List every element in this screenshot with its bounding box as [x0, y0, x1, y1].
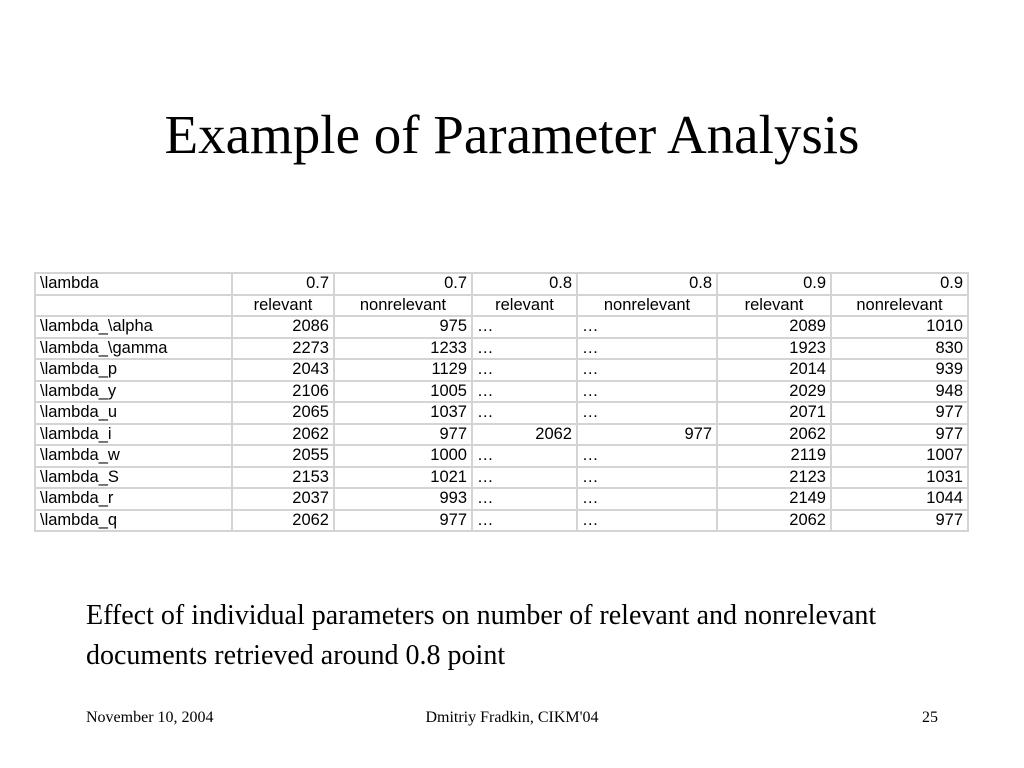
table-cell: 0.8	[577, 273, 717, 295]
table-cell: relevant	[472, 295, 577, 317]
table-cell: 1129	[334, 359, 472, 381]
table-cell: 2062	[717, 424, 831, 446]
table-row-label: \lambda_q	[35, 510, 232, 532]
parameter-table	[34, 272, 969, 532]
table-cell: …	[472, 510, 577, 532]
table-cell: 1923	[717, 338, 831, 360]
table-cell: 2055	[232, 445, 334, 467]
table-cell: …	[577, 467, 717, 489]
footer-page-number: 25	[922, 709, 938, 726]
table-row	[35, 338, 968, 360]
table-cell: relevant	[232, 295, 334, 317]
table-cell: …	[577, 402, 717, 424]
table-cell: 2062	[232, 510, 334, 532]
table-cell: …	[472, 338, 577, 360]
table-cell: 975	[334, 316, 472, 338]
table-cell: 2062	[232, 424, 334, 446]
table-cell: 0.9	[717, 273, 831, 295]
table-cell: …	[577, 316, 717, 338]
table-cell: 1005	[334, 381, 472, 403]
table-row-label: \lambda_\alpha	[35, 316, 232, 338]
table-cell: 977	[831, 402, 968, 424]
table-subheader-row	[35, 295, 968, 317]
table-cell: …	[577, 510, 717, 532]
table-row	[35, 359, 968, 381]
table-cell: 977	[831, 510, 968, 532]
table-cell: 2062	[472, 424, 577, 446]
table-cell: 939	[831, 359, 968, 381]
table-cell: 2089	[717, 316, 831, 338]
table-cell: 993	[334, 488, 472, 510]
table-header-row	[35, 273, 968, 295]
table-row	[35, 467, 968, 489]
table-cell: …	[472, 381, 577, 403]
table-cell: nonrelevant	[577, 295, 717, 317]
table-cell: …	[472, 316, 577, 338]
table-cell: 2123	[717, 467, 831, 489]
table-cell: 977	[577, 424, 717, 446]
footer-date: November 10, 2004	[86, 709, 214, 726]
table-row-label: \lambda_w	[35, 445, 232, 467]
table-cell: 2062	[717, 510, 831, 532]
table-row	[35, 424, 968, 446]
table-row	[35, 488, 968, 510]
table-cell: 1031	[831, 467, 968, 489]
table-cell: 1044	[831, 488, 968, 510]
table-cell: …	[577, 338, 717, 360]
table-cell: relevant	[717, 295, 831, 317]
slide-caption: Effect of individual parameters on number of relevant and nonrelevant documents retrieved around 0.8 point	[86, 600, 877, 671]
table-row-label: \lambda	[35, 273, 232, 295]
table-cell: 2149	[717, 488, 831, 510]
footer-author: Dmitriy Fradkin, CIKM'04	[425, 709, 599, 726]
table-cell: 2037	[232, 488, 334, 510]
table-cell: 2065	[232, 402, 334, 424]
table-cell: 977	[334, 510, 472, 532]
table-cell: 2029	[717, 381, 831, 403]
table-cell: 1233	[334, 338, 472, 360]
table-cell: 2014	[717, 359, 831, 381]
table-row	[35, 445, 968, 467]
table-cell: …	[472, 467, 577, 489]
table-row-label	[35, 295, 232, 317]
table-row	[35, 510, 968, 532]
table-cell: …	[472, 359, 577, 381]
table-cell: 830	[831, 338, 968, 360]
table-cell: 2153	[232, 467, 334, 489]
table-cell: 1010	[831, 316, 968, 338]
table-cell: …	[472, 445, 577, 467]
table-cell: …	[472, 402, 577, 424]
slide-title: Example of Parameter Analysis	[164, 104, 860, 165]
table-cell: …	[472, 488, 577, 510]
table-row-label: \lambda_p	[35, 359, 232, 381]
table-cell: …	[577, 381, 717, 403]
table-cell: 2106	[232, 381, 334, 403]
table-cell: 2086	[232, 316, 334, 338]
table-row-label: \lambda_\gamma	[35, 338, 232, 360]
table-row-label: \lambda_S	[35, 467, 232, 489]
table-cell: 977	[334, 424, 472, 446]
table-row	[35, 381, 968, 403]
table-row	[35, 402, 968, 424]
table-cell: nonrelevant	[831, 295, 968, 317]
table-cell: 0.7	[334, 273, 472, 295]
table-cell: 1037	[334, 402, 472, 424]
table-cell: 1007	[831, 445, 968, 467]
table-row	[35, 316, 968, 338]
table-cell: 2119	[717, 445, 831, 467]
table-cell: 0.9	[831, 273, 968, 295]
table-cell: nonrelevant	[334, 295, 472, 317]
table-cell: …	[577, 488, 717, 510]
table-cell: 977	[831, 424, 968, 446]
table-cell: 0.7	[232, 273, 334, 295]
table-cell: …	[577, 359, 717, 381]
table-row-label: \lambda_y	[35, 381, 232, 403]
table-cell: …	[577, 445, 717, 467]
table-cell: 2043	[232, 359, 334, 381]
table-row-label: \lambda_u	[35, 402, 232, 424]
table-row-label: \lambda_r	[35, 488, 232, 510]
table-cell: 2071	[717, 402, 831, 424]
table-cell: 948	[831, 381, 968, 403]
table-cell: 1000	[334, 445, 472, 467]
table-cell: 1021	[334, 467, 472, 489]
table-cell: 0.8	[472, 273, 577, 295]
table-row-label: \lambda_i	[35, 424, 232, 446]
table-cell: 2273	[232, 338, 334, 360]
